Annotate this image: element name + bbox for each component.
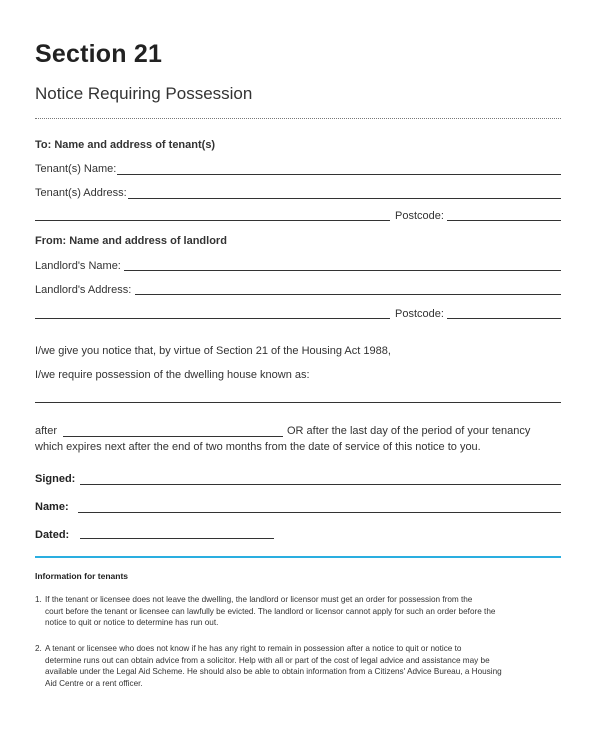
landlord-name-field[interactable] (124, 270, 561, 271)
dated-field[interactable] (80, 538, 274, 539)
info-item-line: Aid Centre or a rent officer. (45, 678, 143, 688)
tenant-address-line2-field[interactable] (35, 220, 390, 221)
info-item-line: determine runs out can obtain advice from a solicitor. Help with all or part of the cost of legal advice and assistance may be (45, 655, 490, 665)
page-title: Section 21 (35, 40, 163, 68)
signed-label: Signed: (35, 473, 76, 485)
info-item-number: 2. (35, 644, 42, 653)
info-item-line: If the tenant or licensee does not leave the dwelling, the landlord or licensor must get an order for possession from the (45, 595, 473, 604)
notice-line-3-rest: OR after the last day of the period of your tenancy (287, 425, 531, 437)
landlord-postcode-label: Postcode: (395, 308, 444, 320)
dwelling-address-field[interactable] (35, 402, 561, 403)
signed-field[interactable] (80, 484, 561, 485)
landlord-address-line2-field[interactable] (35, 318, 390, 319)
info-item-line: court before the tenant or licensee can lawfully be evicted. The landlord or licensor cannot apply for such an order before the (45, 606, 496, 616)
info-item-line: A tenant or licensee who does not know if he has any right to remain in possession after a notice to quit or notice to (45, 644, 462, 653)
info-heading: Information for tenants (35, 571, 129, 581)
notice-line-2: I/we require possession of the dwelling house known as: (35, 369, 310, 381)
tenant-section-heading: To: Name and address of tenant(s) (35, 139, 216, 151)
dated-label: Dated: (35, 529, 70, 541)
landlord-section-heading: From: Name and address of landlord (35, 235, 227, 247)
page-subtitle: Notice Requiring Possession (35, 84, 253, 103)
tenant-postcode-label: Postcode: (395, 210, 444, 222)
info-item-line: notice to quit or notice to determine has run out. (45, 618, 219, 627)
tenant-address-field[interactable] (128, 198, 561, 199)
info-item-line: available under the Legal Aid Scheme. He should also be able to obtain information from a Citizens' Advice Bureau, a Housing (45, 667, 502, 676)
landlord-name-label: Landlord's Name: (35, 260, 121, 272)
name-field[interactable] (78, 512, 561, 513)
landlord-address-label: Landlord's Address: (35, 284, 132, 296)
tenant-postcode-field[interactable] (447, 220, 561, 221)
after-date-field[interactable] (63, 436, 283, 437)
accent-divider (35, 556, 561, 558)
notice-line-4: which expires next after the end of two months from the date of service of this notice to you. (35, 441, 481, 453)
notice-line-1: I/we give you notice that, by virtue of Section 21 of the Housing Act 1988, (35, 345, 391, 357)
after-label: after (35, 425, 58, 437)
dotted-divider (35, 118, 561, 119)
landlord-address-field[interactable] (135, 294, 561, 295)
name-label: Name: (35, 501, 69, 513)
tenant-address-label: Tenant(s) Address: (35, 187, 127, 199)
info-item-number: 1. (35, 595, 42, 604)
landlord-postcode-field[interactable] (447, 318, 561, 319)
tenant-name-field[interactable] (117, 174, 561, 175)
tenant-name-label: Tenant(s) Name: (35, 163, 117, 175)
